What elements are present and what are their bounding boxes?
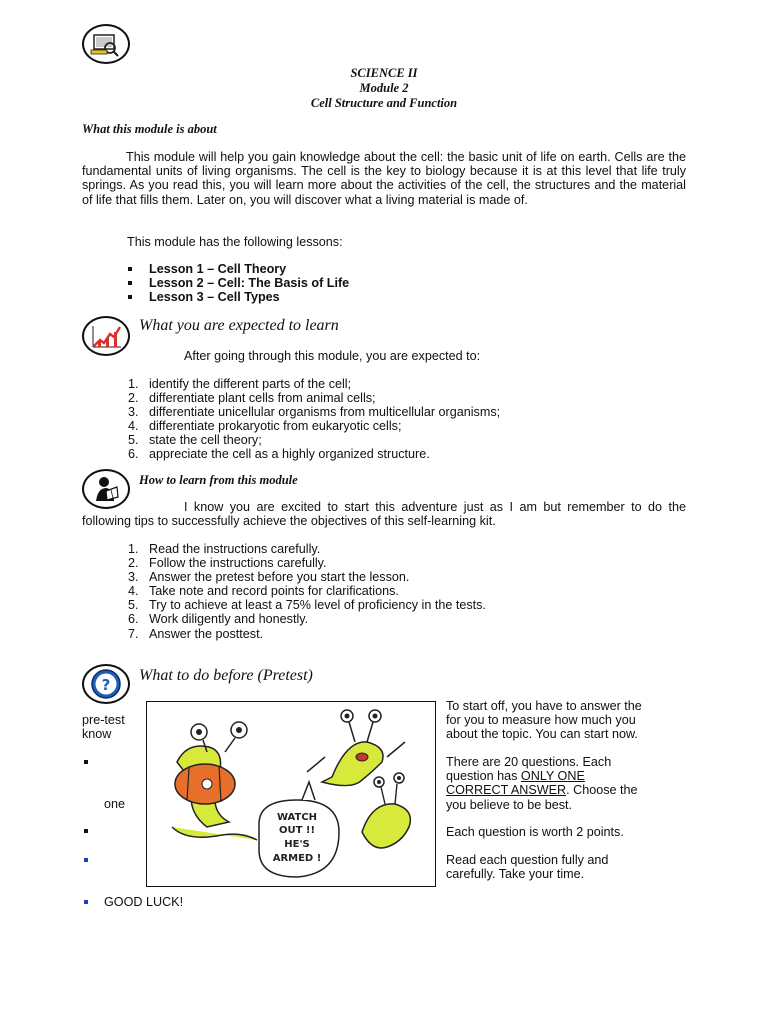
lesson-item: Lesson 2 – Cell: The Basis of Life — [128, 276, 349, 290]
list-item: 4. Take note and record points for clarifications. — [128, 584, 399, 599]
read-question-text: Read each question fully and carefully. Take your time. — [446, 853, 609, 882]
list-item: 1. identify the different parts of the cell; — [128, 377, 352, 391]
list-item: 1. Read the instructions carefully. — [128, 542, 321, 556]
svg-text:?: ? — [101, 676, 111, 694]
list-item: 6. appreciate the cell as a highly organized structure. — [128, 447, 430, 462]
module-logo-icon — [82, 24, 130, 64]
speech-bubble-line: HE'S — [284, 839, 310, 850]
list-item: 2. Follow the instructions carefully. — [128, 556, 327, 571]
list-item: 3. differentiate unicellular organisms from multicellular organisms; — [128, 405, 501, 420]
expected-intro: After going through this module, you are expected to: — [184, 349, 481, 363]
list-item: 4. differentiate prokaryotic from eukaryotic cells; — [128, 419, 402, 434]
pretest-intro: To start off, you have to answer the for you to measure how much you about the topic. You can start now. — [446, 699, 642, 742]
module-title: Cell Structure and Function — [310, 96, 458, 110]
expected-heading: What you are expected to learn — [139, 317, 339, 334]
list-item: 2. differentiate plant cells from animal cells; — [128, 391, 376, 406]
question-mark-icon — [82, 664, 130, 704]
how-to-heading: How to learn from this module — [139, 473, 298, 487]
how-to-intro — [82, 500, 686, 528]
about-paragraph-text: This module will help you gain knowledge about the cell: the basic unit of life on earth. Cells are the fundamental units of living organisms. The cell is the key to biology because it is at this level that life truly springs. As you read this, you will learn more about the activities of the cell, the structures and the material of life that fills them. Later on, you will discover what a living material is made of. — [82, 150, 686, 207]
title-block — [0, 66, 768, 111]
good-luck-text: GOOD LUCK! — [104, 895, 184, 909]
points-text: Each question is worth 2 points. — [446, 825, 624, 839]
bullet — [84, 829, 88, 833]
how-to-list — [128, 542, 486, 641]
bullet — [84, 858, 88, 862]
list-item: 7. Answer the posttest. — [128, 626, 264, 641]
speech-bubble-line: OUT !! — [278, 825, 316, 836]
question-count-text: There are 20 questions. Each question has ONLY ONE CORRECT ANSWER. Choose the you believe to be best. — [446, 755, 638, 812]
about-heading: What this module is about — [82, 122, 217, 136]
about-paragraph — [82, 150, 686, 207]
left-one-text: one — [104, 797, 126, 811]
lessons-intro: This module has the following lessons: — [127, 235, 343, 249]
list-item: 5. Try to achieve at least a 75% level of proficiency in the tests. — [128, 598, 486, 613]
speech-bubble-line: WATCH — [276, 812, 318, 823]
list-item: 3. Answer the pretest before you start the lesson. — [128, 570, 410, 585]
chart-growth-icon — [82, 316, 130, 356]
cell-cartoon-illustration — [146, 701, 436, 887]
subject-title: SCIENCE II — [350, 66, 418, 80]
lessons-list — [128, 262, 349, 305]
lesson-item: Lesson 3 – Cell Types — [128, 290, 349, 304]
pretest-left-text: pre-test know — [82, 713, 125, 742]
expected-list — [128, 377, 500, 462]
list-item: 6. Work diligently and honestly. — [128, 612, 309, 627]
how-to-intro-text: I know you are excited to start this adventure just as I am but remember to do the following tips to successfully achieve the objectives of this self-learning kit. — [82, 500, 686, 529]
lesson-item: Lesson 1 – Cell Theory — [128, 262, 349, 276]
bullet — [84, 900, 88, 904]
list-item: 5. state the cell theory; — [128, 433, 262, 448]
speech-bubble-line: ARMED ! — [272, 853, 322, 864]
bullet — [84, 760, 88, 764]
module-number: Module 2 — [359, 81, 409, 95]
pretest-heading: What to do before (Pretest) — [139, 667, 313, 684]
